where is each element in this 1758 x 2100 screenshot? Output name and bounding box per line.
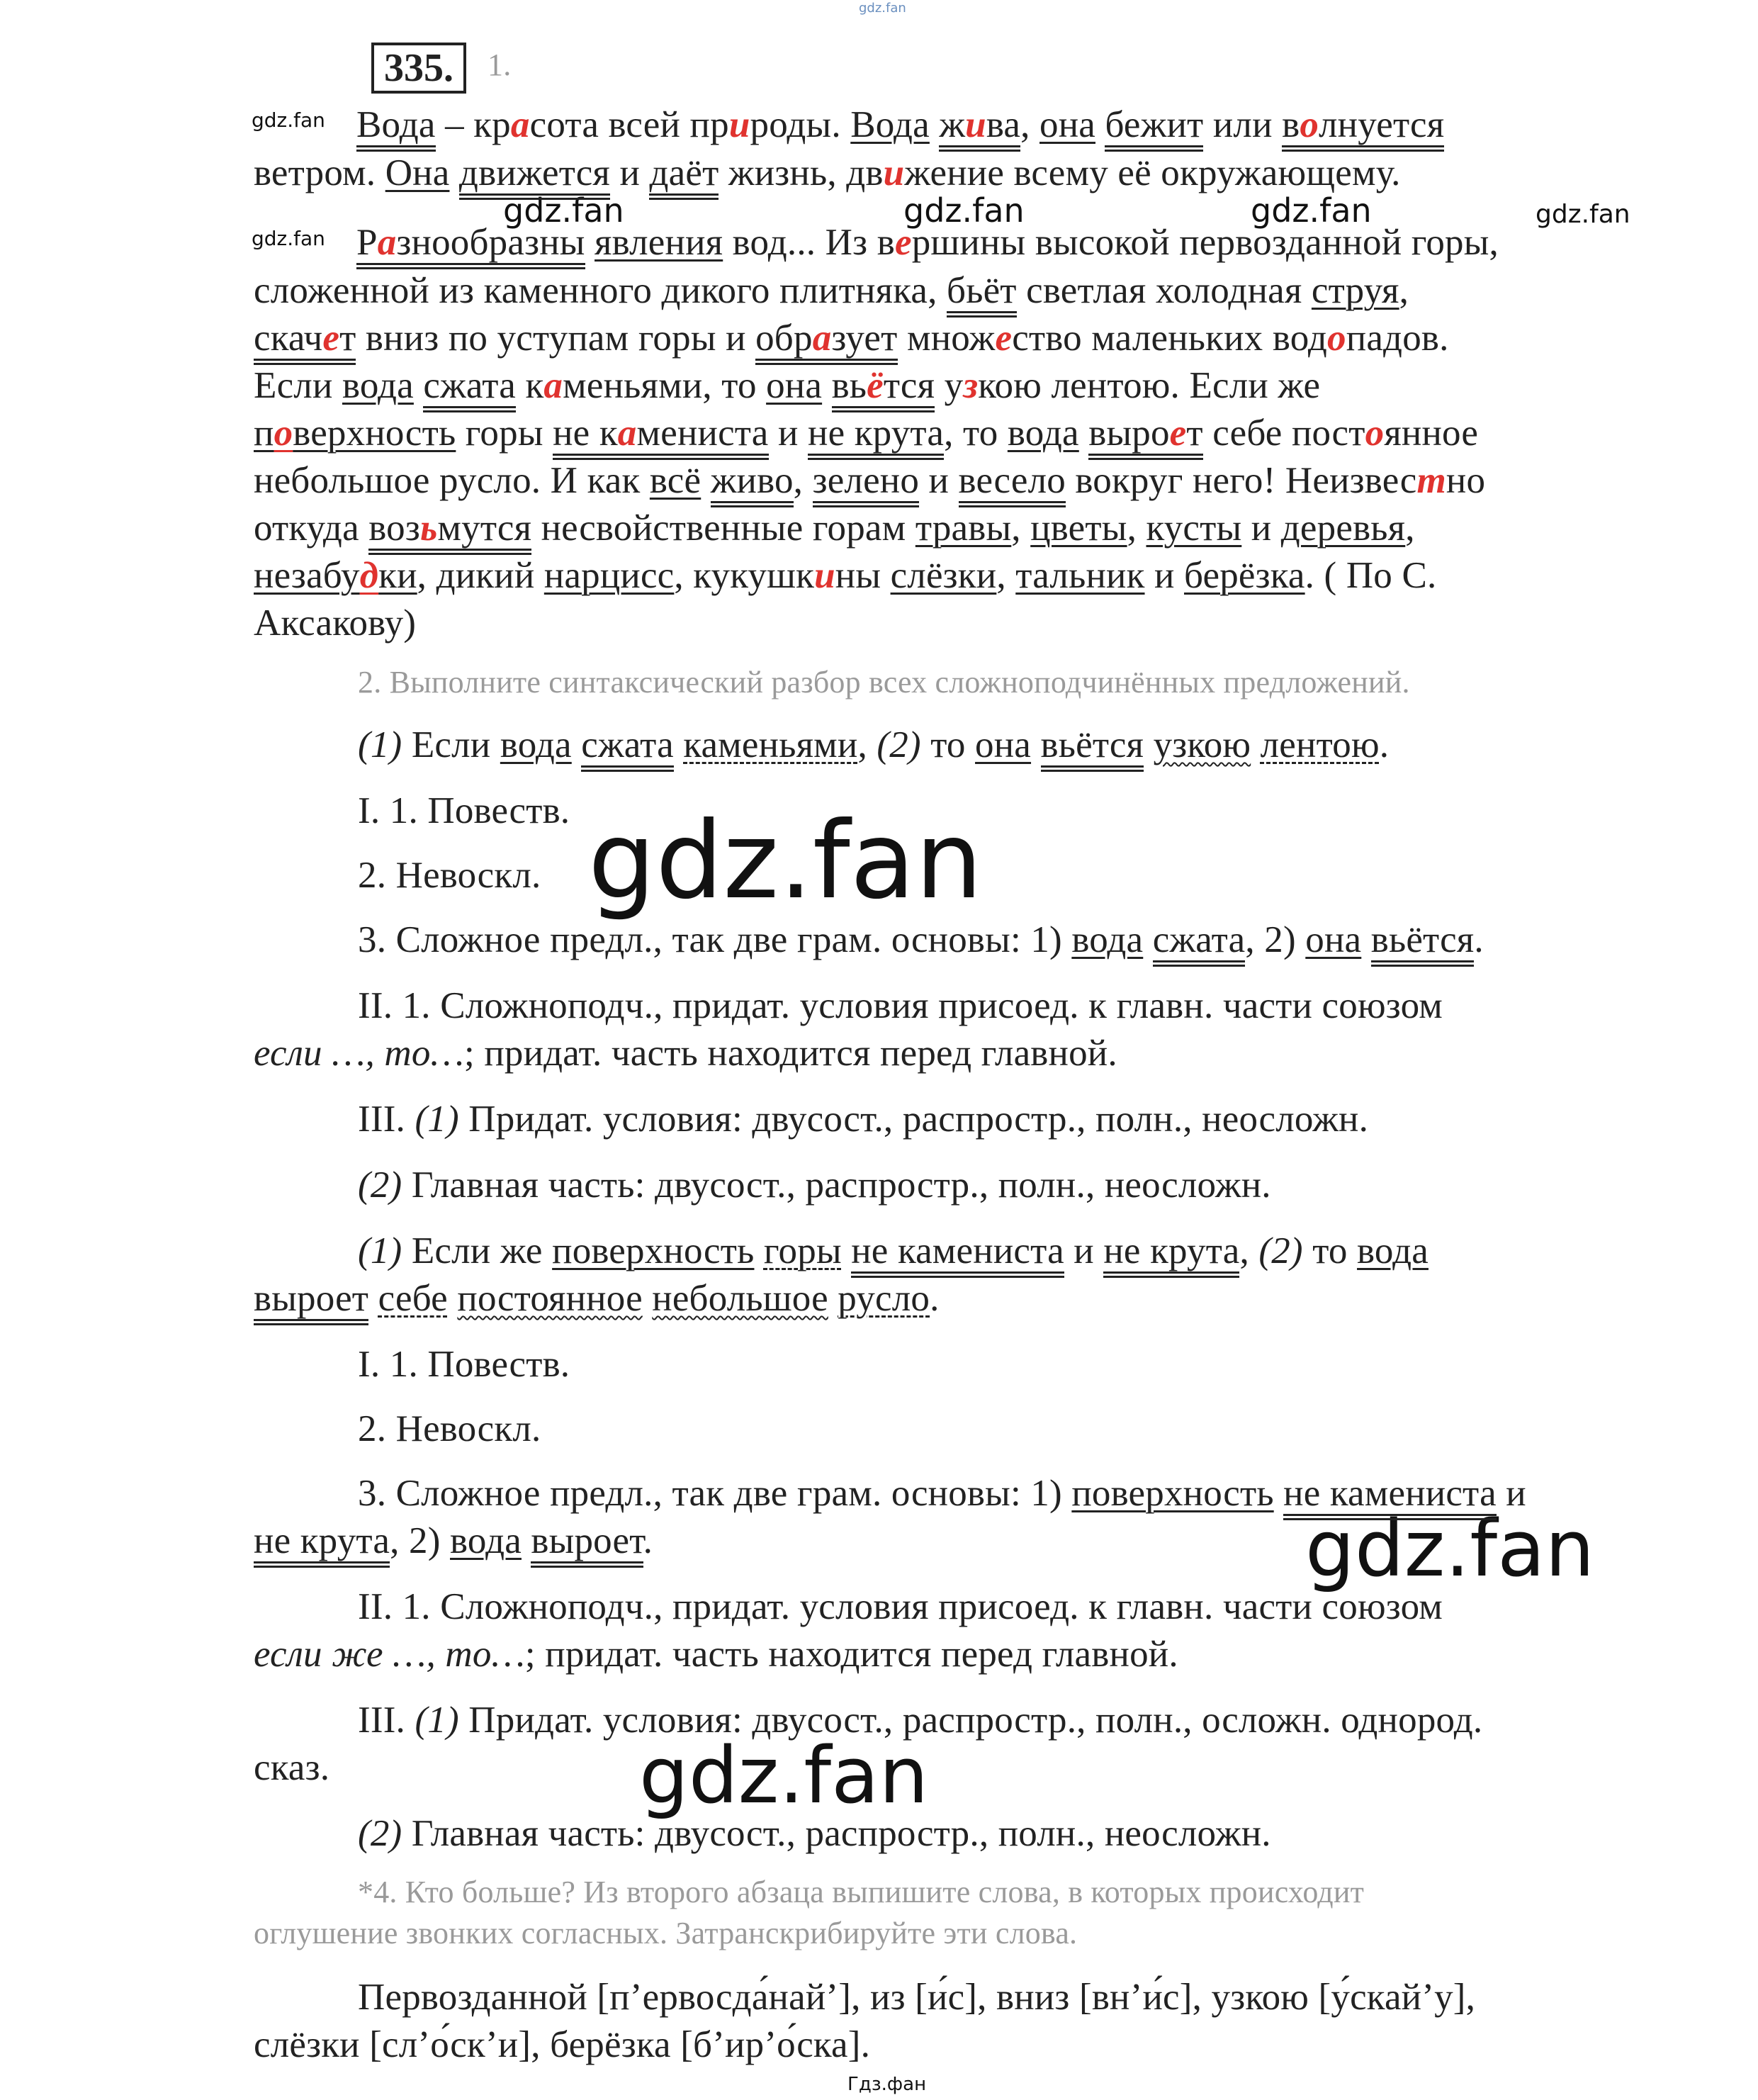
analysis-2-line-6b: сказ. [254,1747,330,1788]
text-line-2: ветром. Она движется и даёт жизнь, движение всему её окружающему. [254,155,1401,192]
watermark-left-2: gdz.fan [252,227,325,250]
analysis-2-line-4: II. 1. Сложноподч., придат. условия присоед. к главн. части союзом [358,1586,1443,1627]
sentence-1: (1) Если вода сжата каменьями, (2) то она вьётся узкою лентою. [358,726,1389,764]
sentence-2-line-2: выроет себе постоянное небольшое русло. [254,1280,940,1318]
analysis-1-line-1: I. 1. Повеств. [358,790,570,831]
analysis-1-line-2: 2. Невоскл. [358,855,541,896]
analysis-1-line-7: (2) Главная часть: двусост., распростр., полн., неосложн. [358,1164,1271,1206]
watermark-row-1: gdz.fan [503,191,624,230]
task-1-label: 1. [488,47,512,82]
text-line-7: поверхность горы не камениста и не крута, то вода выроет себе постоянное [254,415,1478,452]
watermark-large-2: gdz.fan [1305,1503,1595,1594]
task-2-heading: 2. Выполните синтаксический разбор всех сложноподчинённых предложений. [358,665,1410,700]
analysis-1-line-5: если …, то…; придат. часть находится перед главной. [254,1033,1117,1074]
analysis-2-line-3: 3. Сложное предл., так две грам. основы: 1) поверхность не камениста и [358,1475,1526,1512]
text-line-6: Если вода сжата каменьями, то она вьётся узкою лентою. Если же [254,367,1320,405]
transcription-line-2: слёзки [сл’о́ск’и], берёзка [б’ир’о́ска]. [254,2024,871,2065]
watermark-large-3: gdz.fan [639,1730,929,1821]
analysis-1-line-6: III. (1) Придат. условия: двусост., распростр., полн., неосложн. [358,1099,1369,1140]
text-line-1: Вода – красота всей природы. Вода жива, она бежит или волнуется [356,106,1444,144]
watermark-row-3: gdz.fan [1251,191,1372,230]
watermark-bottom: Гдз.фан [847,2074,927,2095]
analysis-2-line-1: I. 1. Повеств. [358,1344,570,1385]
text-line-3: Разнообразны явления вод... Из вершины высокой первозданной горы, [356,224,1499,262]
analysis-2-line-2: 2. Невоскл. [358,1408,541,1449]
text-line-11: Аксакову) [254,602,417,644]
analysis-1-line-4: II. 1. Сложноподч., придат. условия присоед. к главн. части союзом [358,985,1443,1026]
watermark-row-2: gdz.fan [903,191,1025,230]
watermark-row-4: gdz.fan [1536,200,1630,229]
analysis-2-line-5: если же …, то…; придат. часть находится перед главной. [254,1634,1178,1675]
watermark-top: gdz.fan [859,1,906,16]
text-line-8: небольшое русло. И как всё живо, зелено и весело вокруг него! Неизвестно [254,462,1485,500]
transcription-line-1: Первозданной [п’ервосда́най’], из [и́с], вниз [вн’и́с], узкою [у́скай’у], [358,1977,1476,2018]
watermark-large-1: gdz.fan [588,799,983,923]
analysis-2-line-7: (2) Главная часть: двусост., распростр., полн., неосложн. [358,1813,1271,1854]
text-line-10: незабудки, дикий нарцисс, кукушкины слёзки, тальник и берёзка. ( По С. [254,555,1437,596]
watermark-left-1: gdz.fan [252,108,325,132]
analysis-1-line-3: 3. Сложное предл., так две грам. основы: 1) вода сжата, 2) она вьётся. [358,921,1484,959]
task-4-line-1: *4. Кто больше? Из второго абзаца выпишите слова, в которых происходит [358,1875,1365,1909]
text-line-5: скачет вниз по уступам горы и образует множество маленьких водопадов. [254,320,1449,357]
task-4-line-2: оглушение звонких согласных. Затранскрибируйте эти слова. [254,1916,1078,1950]
exercise-number: 335. [371,43,466,94]
text-line-9: откуда возьмутся несвойственные горам травы, цветы, кусты и деревья, [254,510,1415,547]
sentence-2-line-1: (1) Если же поверхность горы не камениста и не крута, (2) то вода [358,1233,1429,1270]
text-line-4: сложенной из каменного дикого плитняка, бьёт светлая холодная струя, [254,272,1409,310]
analysis-2-line-6: III. (1) Придат. условия: двусост., распростр., полн., осложн. однород. [358,1700,1483,1741]
analysis-2-line-3b: не крута, 2) вода выроет. [254,1522,653,1560]
